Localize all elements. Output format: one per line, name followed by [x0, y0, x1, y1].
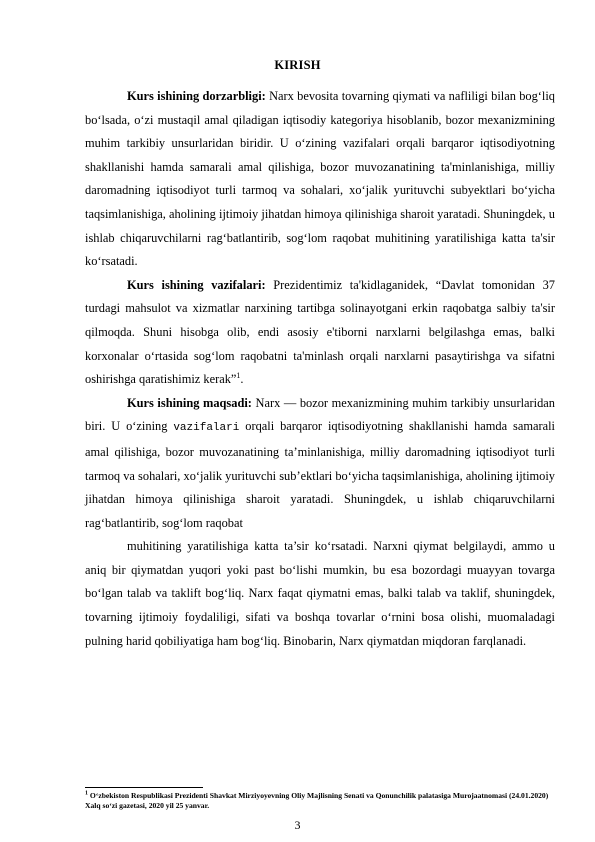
paragraph-tail: .: [240, 372, 244, 387]
footnote: [85, 791, 560, 811]
paragraph-continuation: [85, 535, 555, 653]
paragraph-purpose: [85, 392, 555, 536]
footnote-mark: 1: [85, 790, 88, 797]
footnote-text: O‘zbekiston Respublikasi Prezidenti Shavkat Mirziyoyevning Oliy Majlisning Senati va Qonunchilik palatasiga Murojaatnomasi (24.01.2020) Xalq so‘zi gazetasi, 2020 yil 25 yanvar.: [85, 791, 549, 810]
paragraph-lead: Kurs ishining dorzarbligi:: [127, 89, 266, 103]
paragraph-lead: Kurs ishining vazifalari:: [127, 277, 266, 292]
footnote-divider: [85, 787, 203, 788]
page-title: KIRISH: [274, 58, 321, 72]
paragraph-mono-term: vazifalari: [173, 422, 240, 435]
paragraph-text: Narx — bozor mexanizmining muhim tarkibiy unsurlaridan biri. U o‘zining: [85, 395, 556, 434]
page-number: 3: [294, 818, 301, 832]
paragraph-tasks: [85, 274, 555, 392]
paragraph-text: muhitining yaratilishiga katta ta’sir ko‘rsatadi. Narxni qiymat belgilaydi, ammo u aniq bir qiymatdan yuqori yoki past bo‘lishi mumkin, bu esa bozordagi muayyan tovarga bo‘lgan talab va taklift bog‘liq. Narx faqat qiymatni emas, balki talab va taklif, shuningdek, tovarning ijtimoiy foydaliligi, sifati va boshqa tovarlar o‘rnini bosa olishi, muomaladagi pulning harid qobiliyatiga ham bog‘liq. Binobarin, Narx qiymatdan miqdoran farqlanadi.: [85, 539, 555, 648]
paragraph-text: Prezidentimiz ta'kidlaganidek, “Davlat tomonidan 37 turdagi mahsulot va xizmatlar narxining tartibga solinayotgani erkin raqobatga salbiy ta'sir qilmoqda. Shuni hisobga olib, endi asosiy e'tiborni narxlarni belgilashga emas, balki korxonalar o‘rtasida sog‘lom raqobatni ta'minlash orqali narxlarni pasaytirishga va sifatni oshirishga qaratishimiz kerak”: [85, 277, 555, 387]
paragraph-text: orqali barqaror iqtisodiyotning shakllanishi hamda samarali amal qilishiga, bozor muvozanatining ta’minlanishiga, milliy daromadning iqtisodiyot turli tarmoq va sohalari, xo‘jalik yurituvchi sub’ektlari bo‘yicha taqsimlanishiga, aholining ijtimoiy jihatdan himoya qilinishiga sharoit yaratadi. Shuningdek, u ishlab chiqaruvchilarni rag‘batlantirib, sog‘lom raqobat: [85, 419, 555, 530]
document-body: [85, 85, 555, 653]
paragraph-text: Narx bevosita tovarning qiymati va nafliligi bilan bog‘liq bo‘lsada, o‘zi mustaqil amal qiladigan iqtisodiy kategoriya hisoblanib, bozor mexanizmining muhim tarkibiy unsurlaridan biridir. U o‘zining vazifalari orqali barqaror iqtisodiyotning shakllanishi hamda samarali amal qilishiga, bozor muvozanatining ta'minlanishiga, milliy daromadning iqtisodiyot turli tarmoq va sohalari, xo‘jalik yurituvchi subyektlari bo‘yicha taqsimlanishiga, aholining ijtimoiy jihatdan himoya qilinishiga sharoit yaratadi. Shuningdek, u ishlab chiqaruvchilarni rag‘batlantirib, sog‘lom raqobat muhitining yaratilishiga katta ta'sir ko‘rsatadi.: [85, 89, 555, 269]
paragraph-lead: Kurs ishining maqsadi:: [127, 395, 252, 410]
paragraph-relevance: [85, 85, 555, 274]
footnote-reference[interactable]: 1: [236, 371, 241, 380]
